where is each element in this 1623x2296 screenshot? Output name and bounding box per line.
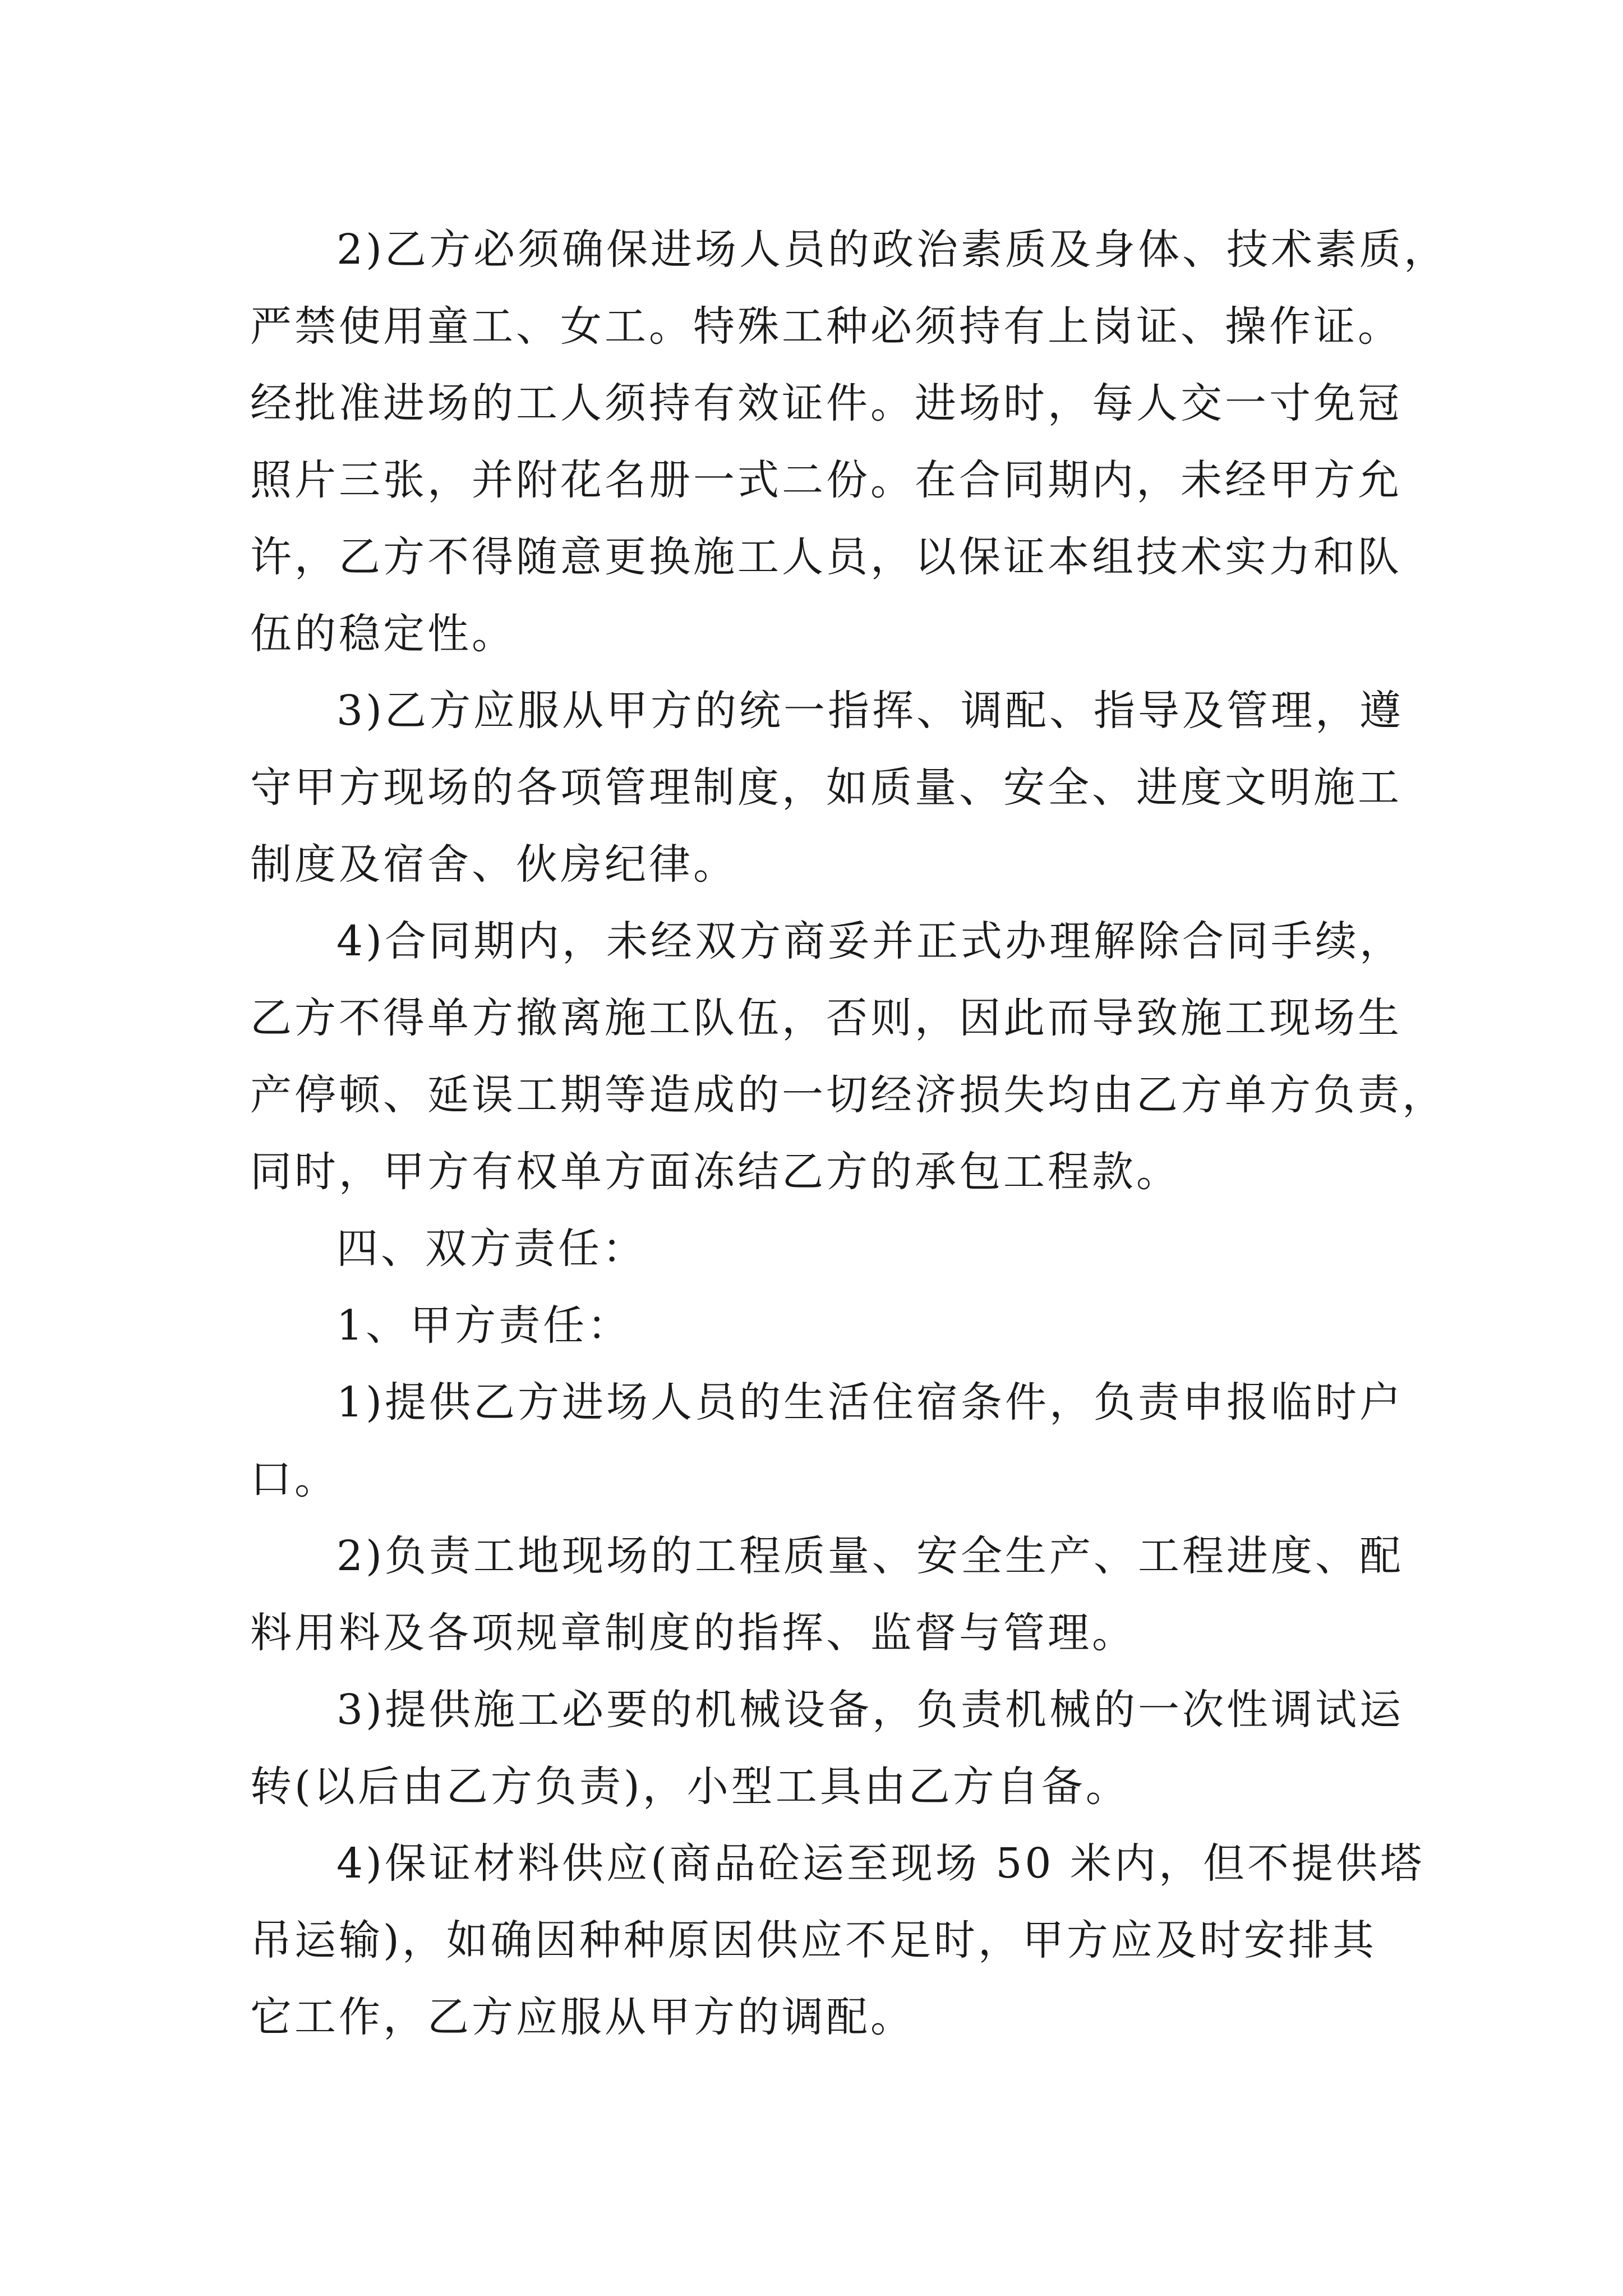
text-line: 制度及宿舍、伙房纪律。 xyxy=(250,840,737,889)
text-line: 1)提供乙方进场人员的生活住宿条件，负责申报临时户 xyxy=(336,1378,1404,1427)
text-line: 料用料及各项规章制度的指挥、监督与管理。 xyxy=(250,1609,1136,1657)
text-line: 产停顿、延误工期等造成的一切经济损失均由乙方单方负责， xyxy=(250,1071,1446,1119)
text-line: 2)负责工地现场的工程质量、安全生产、工程进度、配 xyxy=(336,1532,1404,1580)
text-line: 乙方不得单方撤离施工队伍，否则，因此而导致施工现场生 xyxy=(250,994,1402,1042)
text-line: 伍的稳定性。 xyxy=(250,610,516,658)
text-line: 严禁使用童工、女工。特殊工种必须持有上岗证、操作证。 xyxy=(250,302,1402,351)
text-line: 3)提供施工必要的机械设备，负责机械的一次性调试运 xyxy=(336,1686,1404,1734)
text-line: 同时，甲方有权单方面冻结乙方的承包工程款。 xyxy=(250,1148,1181,1196)
text-line: 照片三张，并附花名册一式二份。在合同期内，未经甲方允 xyxy=(250,456,1402,504)
text-line: 守甲方现场的各项管理制度，如质量、安全、进度文明施工 xyxy=(250,763,1402,812)
text-line: 2)乙方必须确保进场人员的政治素质及身体、技术素质， xyxy=(336,226,1448,274)
text-line: 口。 xyxy=(250,1455,339,1503)
section-heading: 四、双方责任： xyxy=(336,1225,647,1273)
text-line: 4)保证材料供应(商品砼运至现场 50 米内，但不提供塔 xyxy=(336,1839,1425,1888)
subsection-heading: 1、甲方责任： xyxy=(336,1301,632,1350)
text-line: 许，乙方不得随意更换施工人员，以保证本组技术实力和队 xyxy=(250,533,1402,581)
text-line: 转(以后由乙方负责)，小型工具由乙方自备。 xyxy=(250,1763,1130,1811)
text-line: 它工作，乙方应服从甲方的调配。 xyxy=(250,1993,915,2041)
text-line: 4)合同期内，未经双方商妥并正式办理解除合同手续， xyxy=(336,917,1404,965)
text-line: 3)乙方应服从甲方的统一指挥、调配、指导及管理，遵 xyxy=(336,687,1404,735)
text-line: 经批准进场的工人须持有效证件。进场时，每人交一寸免冠 xyxy=(250,379,1402,427)
text-line: 吊运输)，如确因种种原因供应不足时，甲方应及时安排其 xyxy=(250,1916,1377,1964)
